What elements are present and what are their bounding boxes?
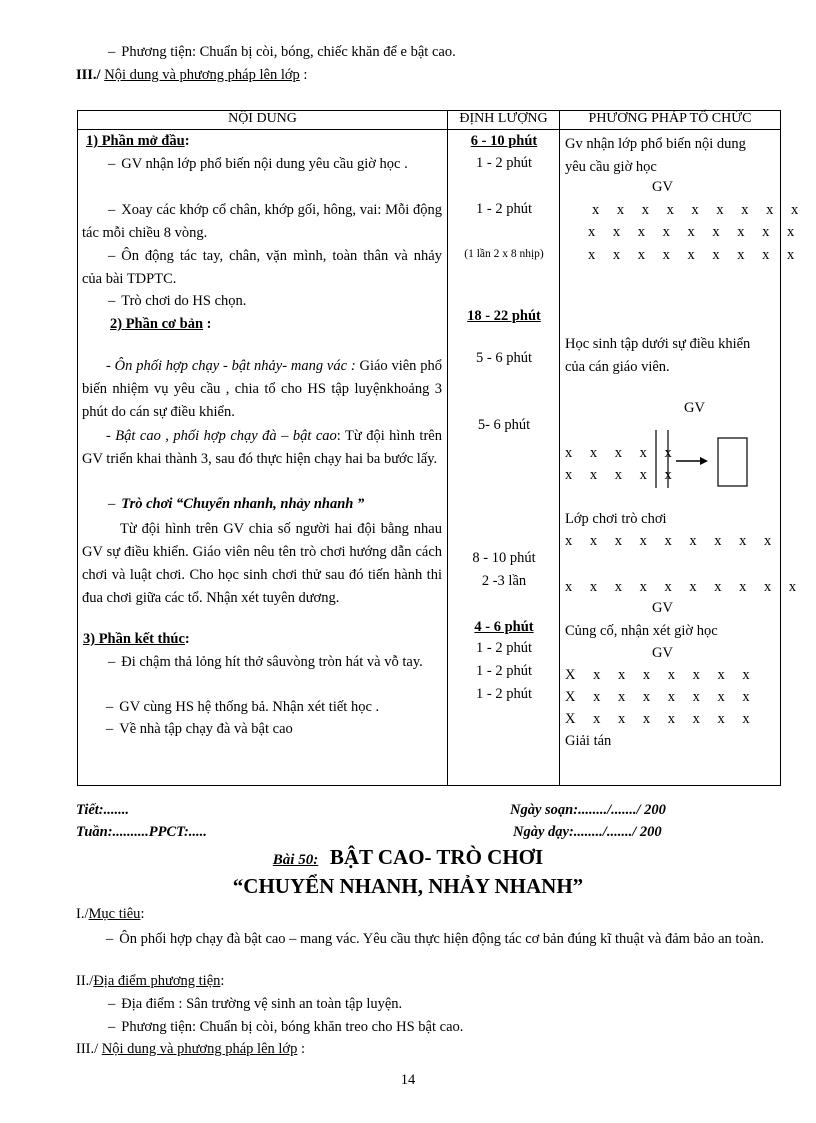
dose-part3: 4 - 6 phút <box>474 619 534 635</box>
lesson-table <box>77 110 806 786</box>
method-gv-4: GV <box>652 645 673 661</box>
part3-title: 3) Phần kết thúc: <box>83 631 190 647</box>
ngay-day-label: Ngày dạy:......../......./ 200 <box>513 824 662 840</box>
section-2-item-b: – Phương tiện: Chuẩn bị còi, bóng khăn treo cho HS bật cao. <box>108 1019 463 1036</box>
method-game: Lớp chơi trò chơi <box>565 511 667 527</box>
part1-title: 1) Phần mở đầu: <box>86 133 190 149</box>
header-content: NỘI DUNG <box>78 111 448 130</box>
table-header-row <box>78 111 781 130</box>
dose-part3-c: 1 - 2 phút <box>476 686 532 702</box>
part1-item-d: – Trò chơi do HS chọn. <box>108 293 246 310</box>
part2-game-desc: Từ đội hình trên GV chia số người hai đội bằng nhau GV sự điều khiển. Giáo viên nêu tên trò chơi hướng dẫn cách chơi và luật chơi. Cho học sinh chơi thử sau đó tiến hành thi đua chơi giữa các tổ. Nhận xét tuyên dương. <box>82 521 442 606</box>
part2-item-a: - Ôn phối hợp chạy - bật nhảy- mang vác : Giáo viên phổ biến nhiệm vụ yêu cầu , chia tổ cho HS tập luyệnkhoảng 3 phút do cán sự điều khiển. <box>82 358 443 420</box>
page-number: 14 <box>400 1072 416 1088</box>
part3-item-c: – Về nhà tập chạy đà và bật cao <box>106 721 293 738</box>
lesson-title-line1: Bài 50: BẬT CAO- TRÒ CHƠI <box>272 845 544 869</box>
dose-part1-a: 1 - 2 phút <box>476 155 532 171</box>
dose-part2-a: 5 - 6 phút <box>476 350 532 366</box>
content-cell <box>78 130 448 786</box>
method-review: Củng cố, nhận xét giờ học <box>565 623 718 639</box>
dose-part2-d: 2 -3 lần <box>481 573 527 589</box>
method-intro: Gv nhận lớp phổ biến nội dung yêu cầu giờ học <box>565 136 746 175</box>
part1-item-a: – GV nhận lớp phổ biến nội dung yêu cầu giờ học . <box>82 153 442 176</box>
formation-row-4: x x x x x <box>565 445 679 461</box>
section-1-text: – Ôn phối hợp chạy đà bật cao – mang vác. Yêu cầu thực hiện động tác cơ bản đúng kĩ thuật và đảm bảo an toàn. <box>76 928 780 951</box>
lesson-title-line2: “CHUYỂN NHANH, NHẢY NHANH” <box>232 874 584 898</box>
formation-row-7: x x x x x x x x x x <box>565 579 804 595</box>
formation-row-6: x x x x x x x x x <box>565 533 779 549</box>
dose-part1-c: (1 lần 2 x 8 nhịp) <box>464 248 544 260</box>
formation-row-9: X x x x x x x x <box>565 689 757 705</box>
formation-row-3: x x x x x x x x x <box>588 247 802 263</box>
section-3b-heading: III./ Nội dung và phương pháp lên lớp : <box>76 1041 305 1057</box>
method-cell <box>560 130 806 786</box>
part2-game-title: – Trò chơi “Chuyển nhanh, nhảy nhanh ” <box>108 496 364 513</box>
section-3-heading: III./ Nội dung và phương pháp lên lớp : <box>76 67 308 83</box>
table-body-row <box>78 130 781 786</box>
part2-item-b: - Bật cao , phối hợp chạy đà – bật cao: Từ đội hình trên GV triển khai thành 3, sau đó thực hiện chạy hai ba bước lấy. <box>82 428 442 467</box>
relay-diagram <box>650 428 750 490</box>
equipment-line: – Phương tiện: Chuẩn bị còi, bóng, chiếc khăn để e bật cao. <box>108 44 456 61</box>
dose-part3-a: 1 - 2 phút <box>476 640 532 656</box>
tiet-label: Tiết:....... <box>76 802 130 818</box>
header-method: PHƯƠNG PHÁP TỔ CHỨC <box>560 111 781 130</box>
dose-part2-c: 8 - 10 phút <box>472 550 536 566</box>
part1-item-c: – Ôn động tác tay, chân, vặn mình, toàn thân và nhảy của bài TDPTC. <box>82 245 442 291</box>
header-dose: ĐỊNH LƯỢNG <box>448 111 560 130</box>
formation-row-2: x x x x x x x x x <box>588 224 802 240</box>
dose-part3-b: 1 - 2 phút <box>476 663 532 679</box>
method-gv-2: GV <box>684 400 705 416</box>
part1-item-b: – Xoay các khớp cổ chân, khớp gối, hông, vai: Mỗi động tác mỗi chiều 8 vòng. <box>82 199 442 245</box>
section-2-item-a: – Địa điểm : Sân trường vệ sinh an toàn tập luyện. <box>108 996 402 1013</box>
method-practice: Học sinh tập dưới sự điều khiển của cán giáo viên. <box>565 336 751 375</box>
formation-row-1: x x x x x x x x x <box>592 202 806 218</box>
method-gv-1: GV <box>652 179 673 195</box>
tuan-label: Tuần:..........PPCT:..... <box>76 824 207 840</box>
part2-title: 2) Phần cơ bản : <box>110 316 212 332</box>
part3-item-a: – Đi chậm thả lỏng hít thở sâuvòng tròn hát và vỗ tay. <box>82 651 442 674</box>
formation-row-5: x x x x x <box>565 467 679 483</box>
formation-row-10: X x x x x x x x <box>565 711 757 727</box>
formation-row-8: X x x x x x x x <box>565 667 757 683</box>
ngay-soan-label: Ngày soạn:......../......./ 200 <box>510 802 666 818</box>
dose-cell <box>448 130 560 786</box>
section-2-heading: II./Địa điểm phương tiện: <box>76 973 225 989</box>
part3-item-b: – GV cùng HS hệ thống bả. Nhận xét tiết học . <box>106 699 379 716</box>
dose-part2: 18 - 22 phút <box>467 308 541 324</box>
method-gv-3: GV <box>652 600 673 616</box>
dose-part1-b: 1 - 2 phút <box>476 201 532 217</box>
dose-part2-b: 5- 6 phút <box>477 417 531 433</box>
method-dismiss: Giải tán <box>565 733 612 749</box>
dose-part1: 6 - 10 phút <box>470 133 538 149</box>
section-1-heading: I./Mục tiêu: <box>76 906 145 922</box>
